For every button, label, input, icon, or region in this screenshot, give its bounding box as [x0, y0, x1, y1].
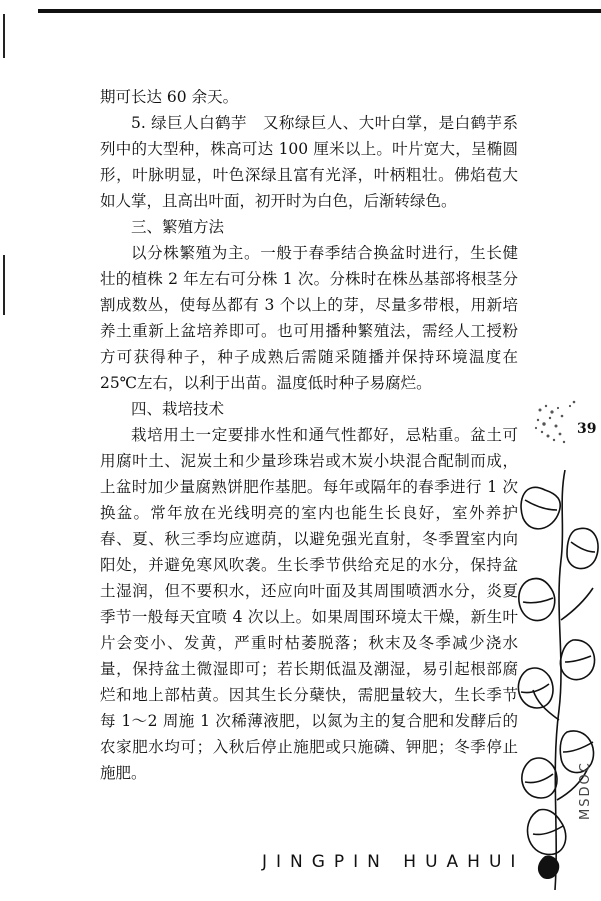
- paragraph: 期可长达 60 余天。: [100, 88, 239, 106]
- page-number: 39: [577, 421, 597, 437]
- watermark: MSDOC: [578, 761, 593, 820]
- left-margin-mark: [3, 255, 5, 315]
- section-heading: 三、繁殖方法: [131, 218, 225, 236]
- left-margin-mark: [3, 14, 5, 58]
- top-rule: [38, 9, 601, 13]
- footer-title: JINGPIN HUAHUI: [262, 852, 525, 872]
- paragraph: 以分株繁殖为主。一般于春季结合换盆时进行，生长健壮的植株 2 年左右可分株 1 次。分株时在株丛基部将根茎分割成数丛，使每丛都有 3 个以上的芽，尽量多带根，用新培养土重新上盆培养即可。也可用播种繁殖法，需经人工授粉方可获得种子，种子成熟后需随采随播并保持环境温度在 25℃左右，以利于出苗。温度低时种子易腐烂。: [100, 244, 518, 392]
- paragraph: 5. 绿巨人白鹤芋 又称绿巨人、大叶白掌，是白鹤芋系列中的大型种，株高可达 100 厘米以上。叶片宽大，呈椭圆形，叶脉明显，叶色深绿且富有光泽，叶柄粗壮。佛焰苞大如人掌，且高出叶面，初开时为白色，后渐转绿色。: [100, 114, 518, 210]
- section-heading: 四、栽培技术: [131, 400, 225, 418]
- plant-illustration: [515, 470, 601, 890]
- body-text: [100, 84, 518, 786]
- paragraph: 栽培用土一定要排水性和通气性都好，忌粘重。盆土可用腐叶土、泥炭土和少量珍珠岩或木炭小块混合配制而成，上盆时加少量腐熟饼肥作基肥。每年或隔年的春季进行 1 次换盆。常年放在光线明亮的室内也能生长良好，室外养护春、夏、秋三季均应遮荫，以避免强光直射，冬季置室内向阳处，并避免寒风吹袭。生长季节供给充足的水分，保持盆土湿润，但不要积水，还应向叶面及其周围喷洒水分，炎夏季节一般每天宜喷 4 次以上。如果周围环境太干燥，新生叶片会变小、发黄，严重时枯萎脱落；秋末及冬季减少浇水量，保持盆土微湿即可；若长期低温及潮湿，易引起根部腐烂和地上部枯黄。因其生长分蘖快，需肥量较大，生长季节每 1～2 周施 1 次稀薄液肥，以氮为主的复合肥和发酵后的农家肥水均可；入秋后停止施肥或只施磷、钾肥；冬季停止施肥。: [100, 426, 518, 782]
